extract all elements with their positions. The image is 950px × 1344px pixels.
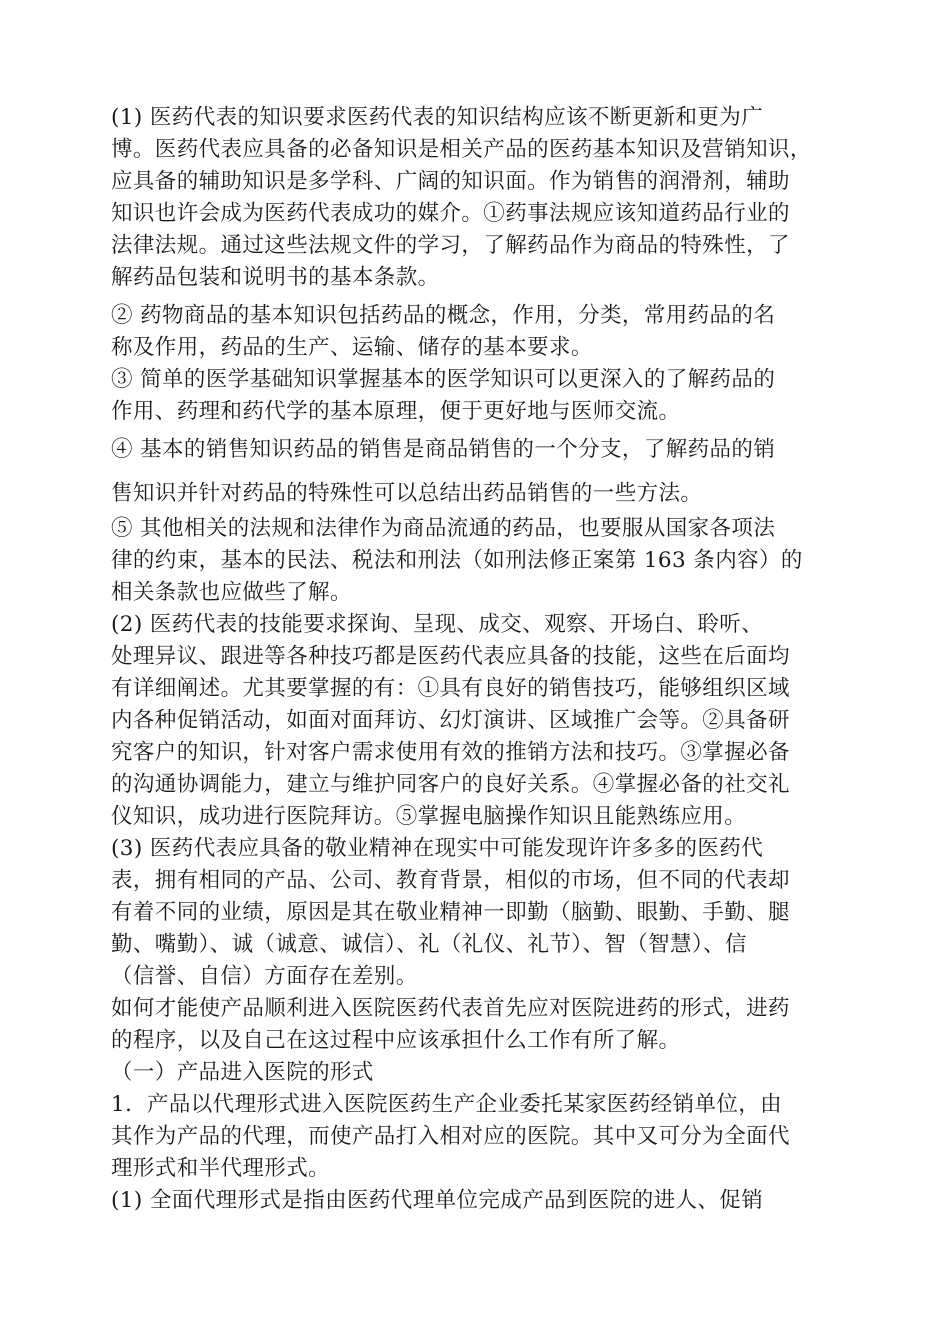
text-line: 博。医药代表应具备的必备知识是相关产品的医药基本知识及营销知识，: [111, 137, 812, 162]
text-line: 其作为产品的代理，而使产品打入相对应的医院。其中又可分为全面代: [111, 1124, 790, 1149]
text-line: 勤、嘴勤）、诚（诚意、诚信）、礼（礼仪、礼节）、智（智慧）、信: [111, 932, 747, 957]
text-line: 售知识并针对药品的特殊性可以总结出药品销售的一些方法。: [111, 481, 703, 506]
text-line: （信誉、自信）方面存在差别。: [111, 964, 418, 989]
text-line: 究客户的知识，针对客户需求使用有效的推销方法和技巧。③掌握必备: [111, 740, 790, 765]
text-line: 处理异议、跟进等各种技巧都是医药代表应具备的技能，这些在后面均: [111, 644, 790, 669]
text-line: 如何才能使产品顺利进入医院医药代表首先应对医院进药的形式，进药: [111, 996, 790, 1021]
text-line: 有详细阐述。尤其要掌握的有：①具有良好的销售技巧，能够组织区域: [111, 676, 790, 701]
text-line: 仪知识，成功进行医院拜访。⑤掌握电脑操作知识且能熟练应用。: [111, 804, 747, 829]
body-text: [111, 102, 846, 1217]
text-line: ② 药物商品的基本知识包括药品的概念，作用，分类，常用药品的名: [111, 303, 776, 328]
text-line: (1) 医药代表的知识要求医药代表的知识结构应该不断更新和更为广: [111, 105, 764, 130]
text-line: 应具备的辅助知识是多学科、广阔的知识面。作为销售的润滑剂，辅助: [111, 169, 790, 194]
text-line: 相关条款也应做些了解。: [111, 580, 352, 605]
text-line: 的沟通协调能力，建立与维护同客户的良好关系。④掌握必备的社交礼: [111, 772, 790, 797]
text-line: 的程序，以及自己在这过程中应该承担什么工作有所了解。: [111, 1028, 681, 1053]
text-line: 作用、药理和药代学的基本原理，便于更好地与医师交流。: [111, 399, 681, 424]
text-line: 法律法规。通过这些法规文件的学习，了解药品作为商品的特殊性，了: [111, 233, 790, 258]
text-line: (3) 医药代表应具备的敬业精神在现实中可能发现许许多多的医药代: [111, 836, 764, 861]
text-line: （一）产品进入医院的形式: [111, 1060, 374, 1085]
text-line: ③ 简单的医学基础知识掌握基本的医学知识可以更深入的了解药品的: [111, 367, 776, 392]
text-line: 表，拥有相同的产品、公司、教育背景，相似的市场，但不同的代表却: [111, 868, 790, 893]
text-line: 解药品包装和说明书的基本条款。: [111, 265, 440, 290]
text-line: (2) 医药代表的技能要求探询、呈现、成交、观察、开场白、聆听、: [111, 612, 764, 637]
text-line: ⑤ 其他相关的法规和法律作为商品流通的药品，也要服从国家各项法: [111, 516, 776, 541]
text-line: 1．产品以代理形式进入医院医药生产企业委托某家医药经销单位，由: [111, 1092, 783, 1117]
text-line: 有着不同的业绩，原因是其在敬业精神一即勤（脑勤、眼勤、手勤、腿: [111, 900, 790, 925]
text-line: 知识也许会成为医药代表成功的媒介。①药事法规应该知道药品行业的: [111, 201, 790, 226]
text-line: ④ 基本的销售知识药品的销售是商品销售的一个分支，了解药品的销: [111, 437, 776, 462]
text-line: 理形式和半代理形式。: [111, 1156, 331, 1181]
text-line: 内各种促销活动，如面对面拜访、幻灯演讲、区域推广会等。②具备研: [111, 708, 790, 733]
text-line: 称及作用，药品的生产、运输、储存的基本要求。: [111, 335, 593, 360]
text-line: 律的约束，基本的民法、税法和刑法（如刑法修正案第 163 条内容）的: [111, 548, 803, 573]
text-line: (1) 全面代理形式是指由医药代理单位完成产品到医院的进人、促销: [111, 1188, 764, 1213]
